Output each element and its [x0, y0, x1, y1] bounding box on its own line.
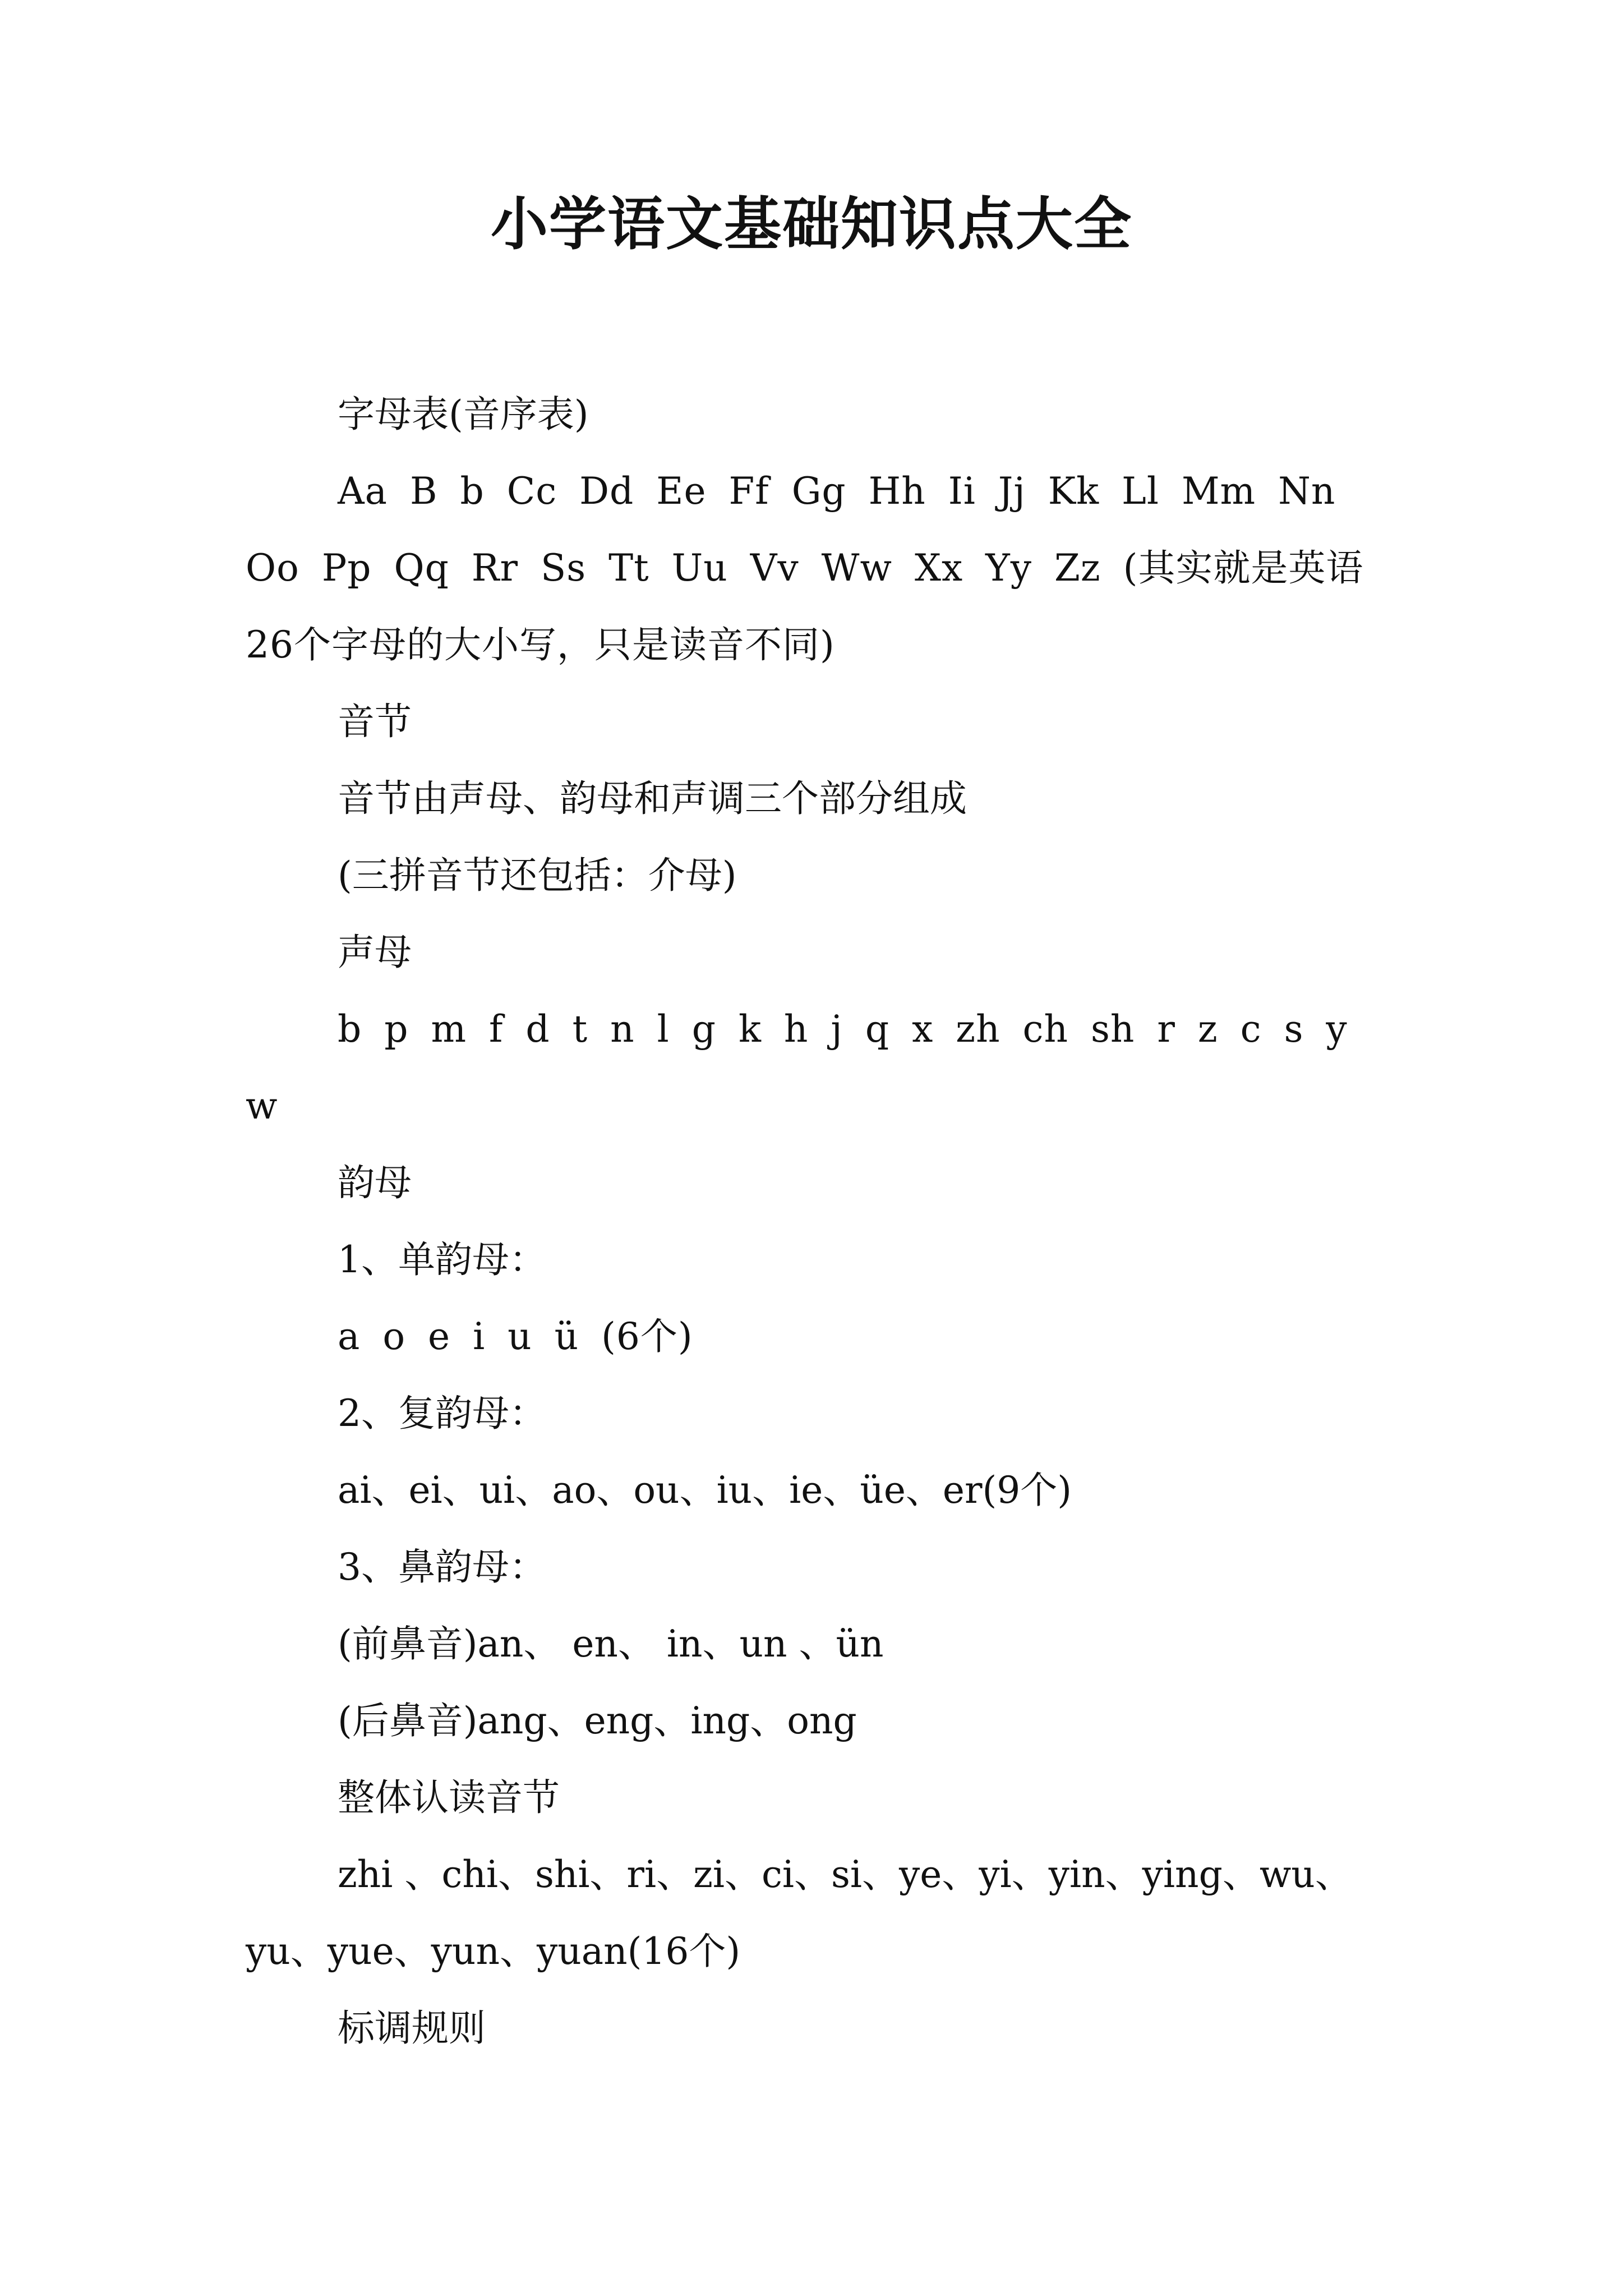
- single-finals-heading: 1、单韵母：: [338, 1238, 546, 1281]
- single-finals-list: a o e i u ü (6个): [338, 1315, 693, 1358]
- section-heading-tone-rules: 标调规则: [338, 2007, 486, 2050]
- section-heading-finals: 韵母: [338, 1161, 412, 1204]
- initials-list: b p m f d t n l g k h j q x zh ch sh r z c s y w: [246, 1007, 1348, 1128]
- section-heading-initials: 声母: [338, 931, 412, 974]
- compound-finals-list: ai、ei、ui、ao、ou、iu、ie、üe、er(9个): [338, 1469, 1072, 1512]
- whole-syllables-list: zhi 、chi、shi、ri、zi、ci、si、ye、yi、yin、ying、wu、yu、yue、yun、yuan(16个): [246, 1853, 1352, 1973]
- back-nasal-list: (后鼻音)ang、eng、ing、ong: [338, 1699, 857, 1742]
- section-heading-alphabet: 字母表(音序表): [338, 393, 589, 436]
- syllable-description: 音节由声母、韵母和声调三个部分组成: [338, 777, 967, 820]
- compound-finals-heading: 2、复韵母：: [338, 1392, 546, 1435]
- nasal-finals-heading: 3、鼻韵母：: [338, 1545, 546, 1589]
- front-nasal-list: (前鼻音)an、 en、 in、un 、ün: [338, 1622, 884, 1665]
- syllable-note: (三拼音节还包括：介母): [338, 854, 737, 897]
- document-body: [246, 376, 1384, 2067]
- document-title: 小学语文基础知识点大全: [491, 191, 1132, 258]
- section-heading-syllable: 音节: [338, 700, 412, 743]
- alphabet-letters: Aa B b Cc Dd Ee Ff Gg Hh Ii Jj Kk Ll Mm Nn Oo Pp Qq Rr Ss Tt Uu Vv Ww Xx Yy Zz (其实就是英语26个字母的大小写，只是读音不同): [246, 470, 1364, 666]
- section-heading-whole-syllables: 整体认读音节: [338, 1776, 560, 1819]
